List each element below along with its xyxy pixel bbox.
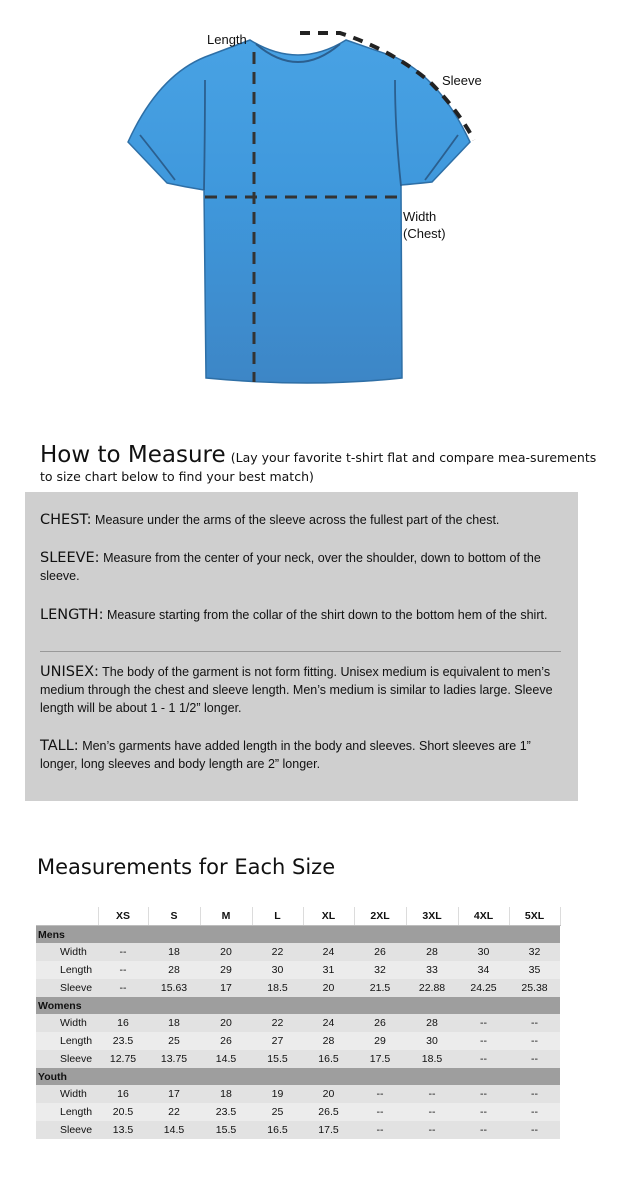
size-header-cell: 3XL [406,907,458,926]
measurement-cell: 16.5 [303,1050,354,1068]
table-row [36,961,560,979]
row-label: Length [36,1032,98,1050]
tshirt-diagram [0,0,620,440]
measurement-cell: 17 [148,1085,200,1103]
measurement-cell: 15.63 [148,979,200,997]
how-to-measure-subtitle: (Lay your favorite t-shirt flat and compare mea-surements to size chart below to find your best match) [40,450,597,484]
measurement-cell: 32 [354,961,406,979]
group-row [36,926,560,944]
measurement-cell: 21.5 [354,979,406,997]
group-row [36,997,560,1014]
row-label: Length [36,961,98,979]
measurement-cell: -- [98,979,148,997]
measurement-cell: 20.5 [98,1103,148,1121]
group-label: Mens [36,926,560,944]
header-corner-cell [36,907,98,926]
measurement-cell: 13.5 [98,1121,148,1139]
measurement-cell: -- [509,1085,560,1103]
measurement-cell: 18.5 [252,979,303,997]
size-chart-table [36,907,561,1139]
width-chest-label [403,208,446,242]
measurement-cell: 17.5 [303,1121,354,1139]
measurement-cell: 35 [509,961,560,979]
measurement-cell: -- [406,1085,458,1103]
table-row [36,1014,560,1032]
row-label: Sleeve [36,1121,98,1139]
measurement-cell: 18.5 [406,1050,458,1068]
row-label: Sleeve [36,1050,98,1068]
measurement-cell: 23.5 [200,1103,252,1121]
measurement-cell: 27 [252,1032,303,1050]
length-keyword: LENGTH: [40,607,104,623]
chest-label: (Chest) [403,226,446,241]
size-header-cell: 4XL [458,907,509,926]
measurement-cell: 18 [148,943,200,961]
measurement-cell: -- [458,1014,509,1032]
group-label: Womens [36,997,560,1014]
measurement-cell: 17.5 [354,1050,406,1068]
measurement-cell: 33 [406,961,458,979]
measurement-cell: 28 [303,1032,354,1050]
size-header-cell: M [200,907,252,926]
how-to-measure-heading [40,442,600,486]
measurement-cell: -- [509,1050,560,1068]
measurement-cell: -- [509,1032,560,1050]
chest-instruction [40,511,570,529]
chest-keyword: CHEST: [40,512,92,528]
measurement-cell: -- [509,1103,560,1121]
measure-instructions-panel [25,492,578,801]
sleeve-instruction [40,549,570,585]
measurement-cell: -- [458,1121,509,1139]
measurement-cell: 24.25 [458,979,509,997]
panel-divider [40,651,561,652]
measurement-cell: 26 [354,943,406,961]
row-label: Width [36,1014,98,1032]
measurement-cell: -- [458,1085,509,1103]
chest-text: Measure under the arms of the sleeve across the fullest part of the chest. [95,513,500,527]
row-label: Length [36,1103,98,1121]
how-to-measure-title: How to Measure [40,442,226,468]
row-label: Sleeve [36,979,98,997]
measurement-cell: 14.5 [148,1121,200,1139]
measurement-cell: -- [98,943,148,961]
size-header-cell: XS [98,907,148,926]
measurement-cell: 30 [458,943,509,961]
measurement-cell: 22 [252,1014,303,1032]
measurement-cell: 26 [200,1032,252,1050]
tall-text: Men’s garments have added length in the body and sleeves. Short sleeves are 1” longer, long sleeves and body length are 2” longer. [40,739,531,771]
table-row [36,979,560,997]
size-header-cell: 2XL [354,907,406,926]
measurement-cell: 17 [200,979,252,997]
width-label: Width [403,209,437,224]
table-row [36,1085,560,1103]
measurement-cell: 22 [148,1103,200,1121]
sleeve-text: Measure from the center of your neck, over the shoulder, down to bottom of the sleeve. [40,551,541,583]
measurement-cell: 15.5 [200,1121,252,1139]
measurement-cell: 26.5 [303,1103,354,1121]
measurement-cell: 28 [406,943,458,961]
size-header-cell: S [148,907,200,926]
measurement-cell: 20 [200,943,252,961]
tshirt-illustration [0,0,620,440]
size-header-row [36,907,560,926]
measurement-cell: -- [354,1085,406,1103]
group-row [36,1068,560,1085]
measurement-cell: -- [354,1121,406,1139]
row-label: Width [36,1085,98,1103]
size-header-cell: XL [303,907,354,926]
measurement-cell: 25.38 [509,979,560,997]
measurement-cell: 15.5 [252,1050,303,1068]
measurement-cell: 18 [200,1085,252,1103]
measurement-cell: -- [458,1103,509,1121]
measurement-cell: 29 [200,961,252,979]
measurement-cell: 16 [98,1085,148,1103]
measurement-cell: 28 [148,961,200,979]
measurement-cell: 16.5 [252,1121,303,1139]
size-table-body [36,926,560,1140]
length-label: Length [207,32,247,47]
measurement-cell: 14.5 [200,1050,252,1068]
table-row [36,1050,560,1068]
measurement-cell: 26 [354,1014,406,1032]
size-header-cell: L [252,907,303,926]
tall-keyword: TALL: [40,738,79,754]
group-label: Youth [36,1068,560,1085]
table-row [36,1032,560,1050]
row-label: Width [36,943,98,961]
sleeve-label: Sleeve [442,73,482,88]
measurement-cell: 22.88 [406,979,458,997]
measurement-cell: 22 [252,943,303,961]
measurement-cell: -- [458,1032,509,1050]
measurement-cell: -- [509,1121,560,1139]
measurement-cell: 12.75 [98,1050,148,1068]
measurement-cell: 30 [406,1032,458,1050]
length-instruction [40,606,570,624]
measurements-title: Measurements for Each Size [37,855,336,879]
measurement-cell: 23.5 [98,1032,148,1050]
measurement-cell: -- [354,1103,406,1121]
measurement-cell: 29 [354,1032,406,1050]
measurement-cell: 20 [303,1085,354,1103]
unisex-instruction [40,663,570,717]
measurement-cell: 30 [252,961,303,979]
table-row [36,1121,560,1139]
measurement-cell: -- [406,1103,458,1121]
measurement-cell: -- [98,961,148,979]
measurement-cell: 28 [406,1014,458,1032]
length-text: Measure starting from the collar of the shirt down to the bottom hem of the shirt. [106,608,548,622]
size-header-cell: 5XL [509,907,560,926]
measurement-cell: -- [458,1050,509,1068]
table-row [36,1103,560,1121]
table-row [36,943,560,961]
unisex-text: The body of the garment is not form fitting. Unisex medium is equivalent to men’s medium through the chest and sleeve length. Men’s medium is similar to ladies large. Sleeve length will be about 1 - 1 1/2” longer. [40,665,553,715]
measurement-cell: 32 [509,943,560,961]
measurement-cell: 20 [303,979,354,997]
measurement-cell: -- [406,1121,458,1139]
measurement-cell: 16 [98,1014,148,1032]
measurement-cell: 19 [252,1085,303,1103]
measurement-cell: 25 [148,1032,200,1050]
measurement-cell: 20 [200,1014,252,1032]
measurement-cell: 25 [252,1103,303,1121]
sleeve-keyword: SLEEVE: [40,550,100,566]
measurement-cell: -- [509,1014,560,1032]
measurement-cell: 24 [303,1014,354,1032]
measurement-cell: 31 [303,961,354,979]
unisex-keyword: UNISEX: [40,664,99,680]
measurement-cell: 24 [303,943,354,961]
measurement-cell: 34 [458,961,509,979]
measurement-cell: 18 [148,1014,200,1032]
tall-instruction [40,737,570,773]
measurement-cell: 13.75 [148,1050,200,1068]
